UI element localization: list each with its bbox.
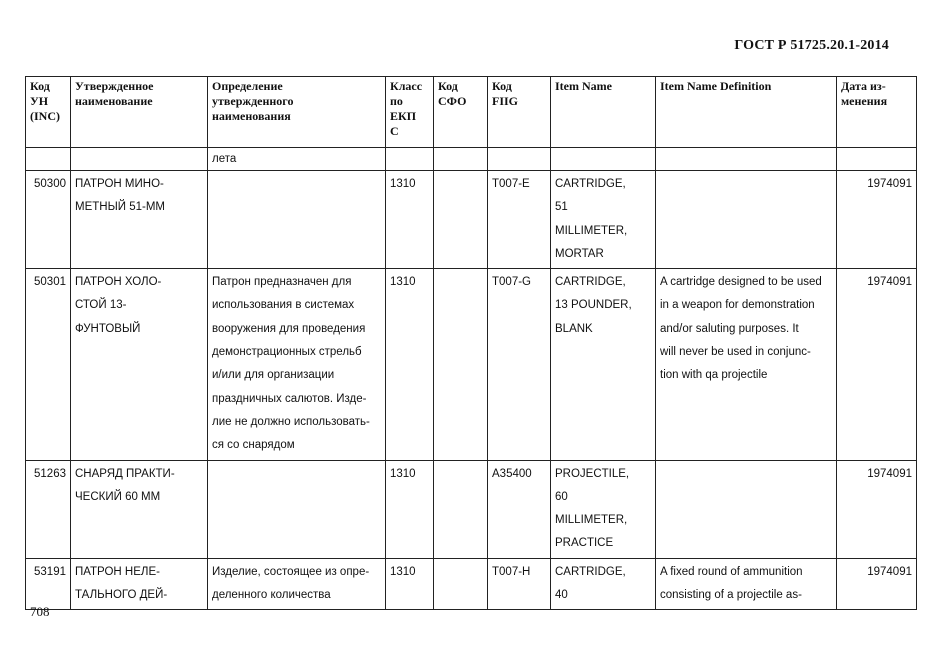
sfo-cell	[434, 269, 488, 460]
item-name-cell-line: MORTAR	[555, 247, 604, 260]
column-header-line: Код	[492, 79, 512, 93]
item-name-cell-line: BLANK	[555, 322, 593, 335]
classifier-table	[25, 76, 917, 610]
item-definition-cell	[656, 269, 837, 460]
name-cell-line: ФУНТОВЫЙ	[75, 322, 141, 335]
class-cell: 1310	[386, 171, 434, 269]
date-cell: 1974091	[837, 269, 917, 460]
item-name-cell-line: CARTRIDGE,	[555, 565, 626, 578]
name-cell	[71, 171, 208, 269]
item-name-cell-line: PROJECTILE,	[555, 467, 630, 480]
name-cell-line: ПАТРОН МИНО-	[75, 178, 164, 190]
fiig-cell: T007-G	[488, 269, 551, 460]
date-cell: 1974091	[837, 558, 917, 610]
column-header-line: ЕКП	[390, 109, 417, 123]
item-definition-cell-line: will never be used in conjunc-	[660, 346, 811, 359]
table-row	[26, 558, 917, 610]
item-name-cell-line: MILLIMETER,	[555, 514, 628, 527]
column-header-line: Item Name	[555, 79, 612, 93]
column-header-line: FIIG	[492, 94, 519, 108]
item-name-cell-line: 60	[555, 490, 568, 503]
column-header-line: наименование	[75, 94, 153, 108]
class-cell: 1310	[386, 269, 434, 460]
inc-cell: 51263	[26, 460, 71, 558]
definition-cell-line: деленного количества	[212, 589, 331, 602]
definition-cell-line: ся со снарядом	[212, 439, 295, 452]
definition-cell-line: лие не должно использовать-	[212, 415, 370, 428]
name-cell-line: ПАТРОН НЕЛЕ-	[75, 565, 160, 578]
definition-cell	[208, 460, 386, 558]
name-cell-line: СНАРЯД ПРАКТИ-	[75, 467, 175, 480]
sfo-cell	[434, 558, 488, 610]
name-cell	[71, 460, 208, 558]
document-id: ГОСТ Р 51725.20.1-2014	[734, 38, 889, 53]
definition-cell	[208, 171, 386, 269]
item-definition-cell	[656, 558, 837, 610]
definition-cell-line: использования в системах	[212, 299, 355, 312]
item-name-cell	[551, 269, 656, 460]
name-cell-line: ЧЕСКИЙ 60 ММ	[75, 490, 161, 503]
column-header-name	[71, 77, 208, 148]
item-name-cell-line: MILLIMETER,	[555, 224, 628, 237]
definition-cell: лета	[208, 148, 386, 171]
column-header-inc	[26, 77, 71, 148]
date-cell: 1974091	[837, 460, 917, 558]
item-definition-cell-line: A fixed round of ammunition	[660, 565, 803, 578]
column-header-line: утвержденного	[212, 94, 294, 108]
definition-cell-line: вооружения для проведения	[212, 322, 366, 335]
fiig-cell: T007-E	[488, 171, 551, 269]
table-header-row	[26, 77, 917, 148]
definition-cell	[208, 558, 386, 610]
column-header-line: УН	[30, 94, 49, 108]
column-header-definition	[208, 77, 386, 148]
page-number: 708	[30, 604, 50, 619]
column-header-line: менения	[841, 94, 888, 108]
column-header-line: (INC)	[30, 109, 60, 123]
item-name-cell-line: PRACTICE	[555, 537, 614, 550]
item-name-cell-line: 13 POUNDER,	[555, 299, 632, 312]
date-cell: 1974091	[837, 171, 917, 269]
name-cell-line: СТОЙ 13-	[75, 299, 127, 312]
table-row	[26, 171, 917, 269]
column-header-sfo	[434, 77, 488, 148]
item-name-cell-line: 51	[555, 201, 568, 214]
column-header-fiig	[488, 77, 551, 148]
class-cell: 1310	[386, 460, 434, 558]
item-name-cell	[551, 171, 656, 269]
name-cell-line: МЕТНЫЙ 51-ММ	[75, 201, 166, 214]
column-header-date	[837, 77, 917, 148]
definition-cell-line: праздничных салютов. Изде-	[212, 392, 367, 405]
inc-cell: 50301	[26, 269, 71, 460]
item-definition-cell-line: tion with qa projectile	[660, 369, 768, 382]
column-header-item-name	[551, 77, 656, 148]
name-cell	[71, 269, 208, 460]
column-header-line: СФО	[438, 94, 467, 108]
column-header-line: С	[390, 124, 399, 138]
fiig-cell: T007-H	[488, 558, 551, 610]
column-header-line: Определение	[212, 79, 283, 93]
item-definition-cell	[656, 460, 837, 558]
column-header-class	[386, 77, 434, 148]
item-name-cell-line: CARTRIDGE,	[555, 178, 626, 190]
definition-cell-line: демонстрационных стрельб	[212, 346, 362, 359]
item-definition-cell-line: in a weapon for demonstration	[660, 299, 815, 312]
column-header-line: по	[390, 94, 403, 108]
column-header-line: Класс	[390, 79, 423, 93]
definition-cell-line: Патрон предназначен для	[212, 276, 352, 289]
definition-cell-line: и/или для организации	[212, 369, 335, 382]
item-definition-cell-line: A cartridge designed to be used	[660, 276, 822, 289]
definition-cell	[208, 269, 386, 460]
name-cell-line: ПАТРОН ХОЛО-	[75, 276, 162, 289]
item-name-cell-line: CARTRIDGE,	[555, 276, 626, 289]
item-name-cell	[551, 558, 656, 610]
column-header-line: Код	[30, 79, 50, 93]
column-header-line: Дата из-	[841, 79, 886, 93]
table-row-continuation	[26, 148, 917, 171]
item-definition-cell-line: consisting of a projectile as-	[660, 589, 802, 602]
item-definition-cell-line: and/or saluting purposes. It	[660, 322, 799, 335]
fiig-cell: A35400	[488, 460, 551, 558]
inc-cell: 53191	[26, 558, 71, 610]
item-name-cell	[551, 460, 656, 558]
column-header-item-definition	[656, 77, 837, 148]
item-definition-cell	[656, 171, 837, 269]
name-cell	[71, 558, 208, 610]
column-header-line: Код	[438, 79, 458, 93]
inc-cell: 50300	[26, 171, 71, 269]
class-cell: 1310	[386, 558, 434, 610]
column-header-line: Item Name Definition	[660, 79, 772, 93]
column-header-line: наименования	[212, 109, 291, 123]
sfo-cell	[434, 460, 488, 558]
item-name-cell-line: 40	[555, 589, 568, 602]
sfo-cell	[434, 171, 488, 269]
table-row	[26, 460, 917, 558]
column-header-line: Утвержденное	[75, 79, 154, 93]
table-row	[26, 269, 917, 460]
name-cell-line: ТАЛЬНОГО ДЕЙ-	[75, 589, 168, 602]
definition-cell-line: Изделие, состоящее из опре-	[212, 565, 370, 578]
